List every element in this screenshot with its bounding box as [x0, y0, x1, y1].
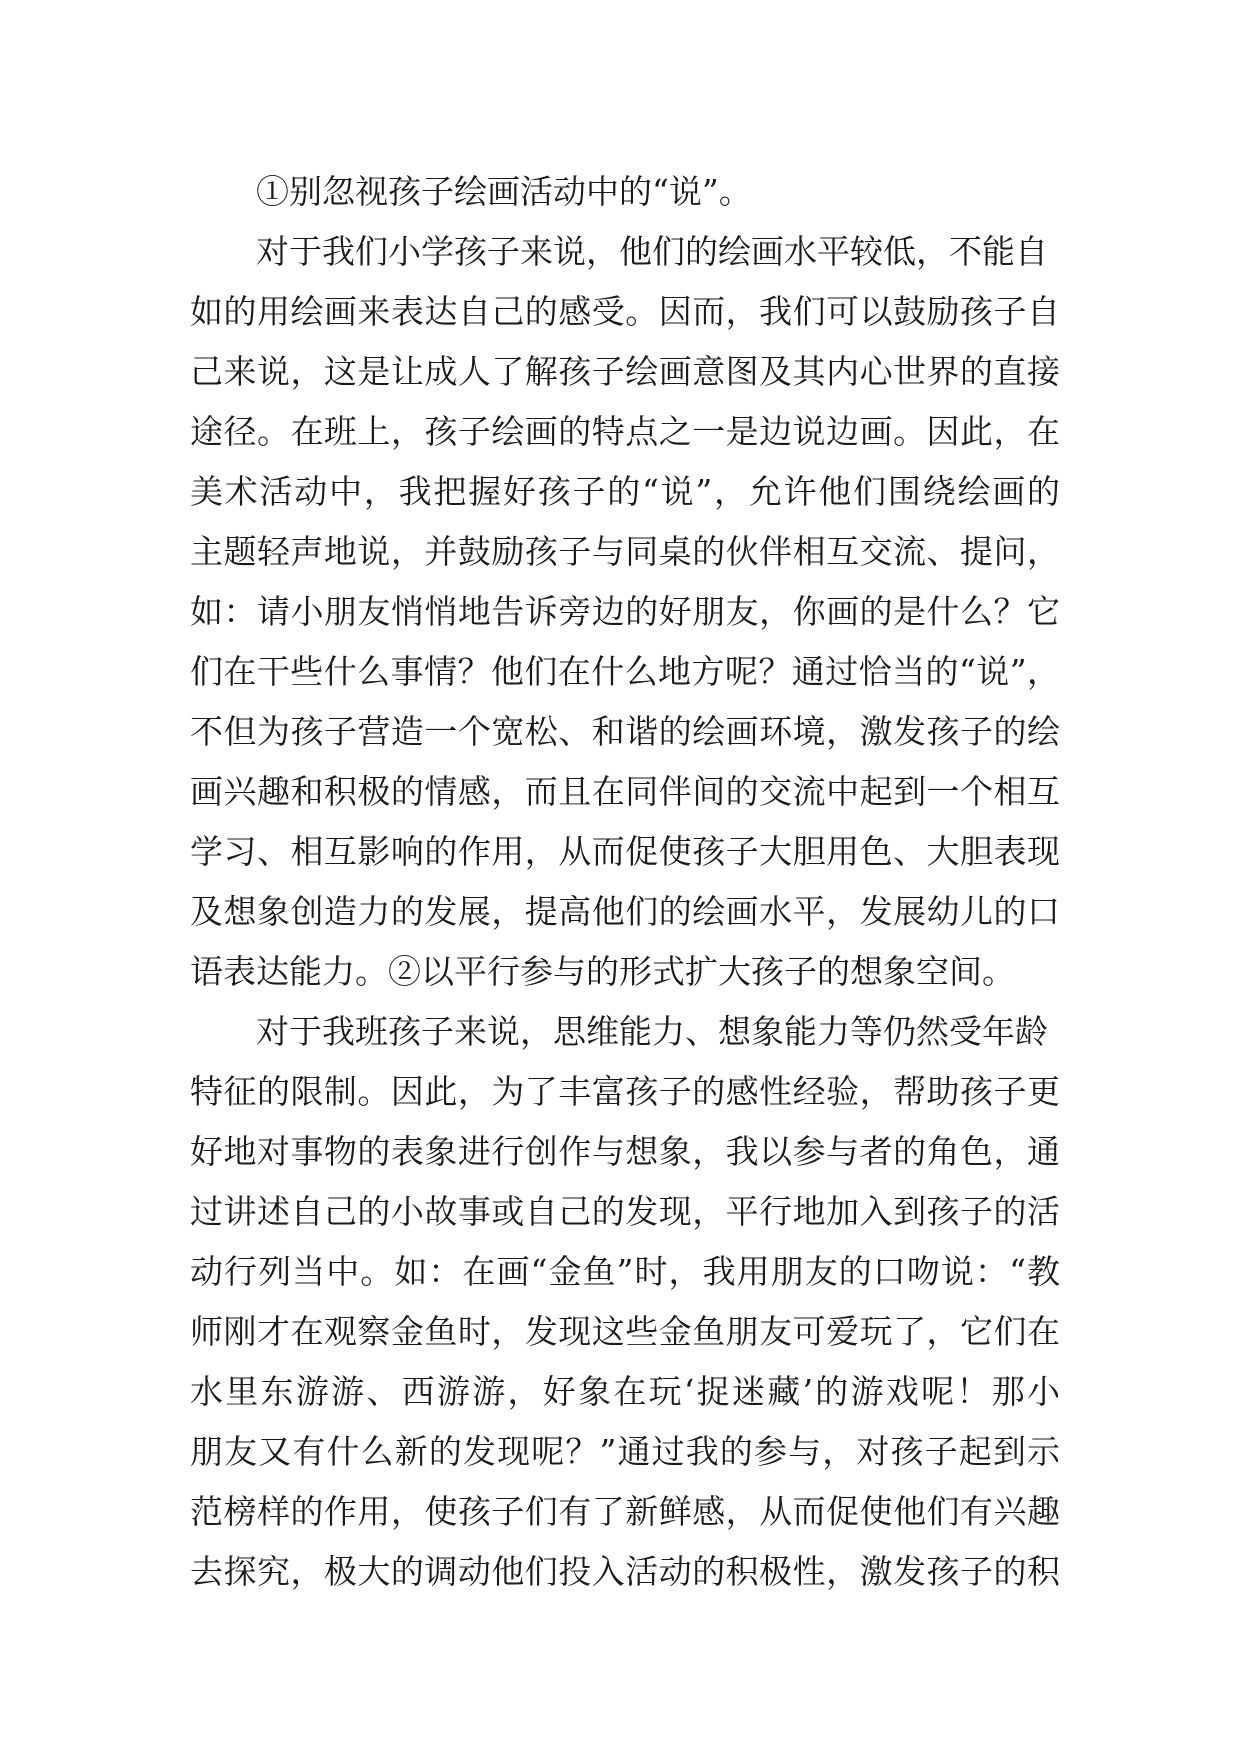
- paragraph-1-last-line: 语表达能力。②以平行参与的形式扩大孩子的想象空间。: [190, 952, 1015, 991]
- paragraph-1-line: 如：请小朋友悄悄地告诉旁边的好朋友，你画的是什么？它: [190, 592, 1060, 631]
- paragraph-1-line: 及想象创造力的发展，提高他们的绘画水平，发展幼儿的口: [190, 892, 1060, 931]
- heading-line-1: ①别忽视孩子绘画活动中的“说”。: [256, 172, 752, 211]
- paragraph-1-line: 不但为孩子营造一个宽松、和谐的绘画环境，激发孩子的绘: [190, 712, 1060, 751]
- paragraph-2-line: 范榜样的作用，使孩子们有了新鲜感，从而促使他们有兴趣: [190, 1492, 1060, 1531]
- paragraph-2-line: 动行列当中。如：在画“金鱼”时，我用朋友的口吻说：“教: [190, 1252, 1060, 1291]
- paragraph-2-line: 朋友又有什么新的发现呢？”通过我的参与，对孩子起到示: [190, 1432, 1060, 1471]
- paragraph-2-line: 去探究，极大的调动他们投入活动的积极性，激发孩子的积: [190, 1552, 1060, 1591]
- paragraph-2-line: 对于我班孩子来说，思维能力、想象能力等仍然受年龄: [256, 1012, 1048, 1051]
- body-text: [190, 162, 1060, 1602]
- paragraph-1-line: 主题轻声地说，并鼓励孩子与同桌的伙伴相互交流、提问，: [190, 532, 1060, 571]
- paragraph-2-line: 过讲述自己的小故事或自己的发现，平行地加入到孩子的活: [190, 1192, 1060, 1231]
- paragraph-1-line: 画兴趣和积极的情感，而且在同伴间的交流中起到一个相互: [190, 772, 1060, 811]
- paragraph-2-line: 好地对事物的表象进行创作与想象，我以参与者的角色，通: [190, 1132, 1060, 1171]
- paragraph-1-line: 们在干些什么事情？他们在什么地方呢？通过恰当的“说”，: [190, 652, 1060, 691]
- paragraph-2-line: 水里东游游、西游游，好象在玩‘捉迷藏’的游戏呢！那小: [190, 1372, 1060, 1411]
- paragraph-1-line: 如的用绘画来表达自己的感受。因而，我们可以鼓励孩子自: [190, 292, 1060, 331]
- paragraph-2-line: 师刚才在观察金鱼时，发现这些金鱼朋友可爱玩了，它们在: [190, 1312, 1060, 1351]
- paragraph-2-line: 特征的限制。因此，为了丰富孩子的感性经验，帮助孩子更: [190, 1072, 1060, 1111]
- paragraph-1-line: 学习、相互影响的作用，从而促使孩子大胆用色、大胆表现: [190, 832, 1060, 871]
- paragraph-1-line: 美术活动中，我把握好孩子的“说”，允许他们围绕绘画的: [190, 472, 1060, 511]
- paragraph-1-line: 己来说，这是让成人了解孩子绘画意图及其内心世界的直接: [190, 352, 1060, 391]
- paragraph-1-line: 途径。在班上，孩子绘画的特点之一是边说边画。因此，在: [190, 412, 1060, 451]
- paragraph-1-line: 对于我们小学孩子来说，他们的绘画水平较低，不能自: [256, 232, 1048, 271]
